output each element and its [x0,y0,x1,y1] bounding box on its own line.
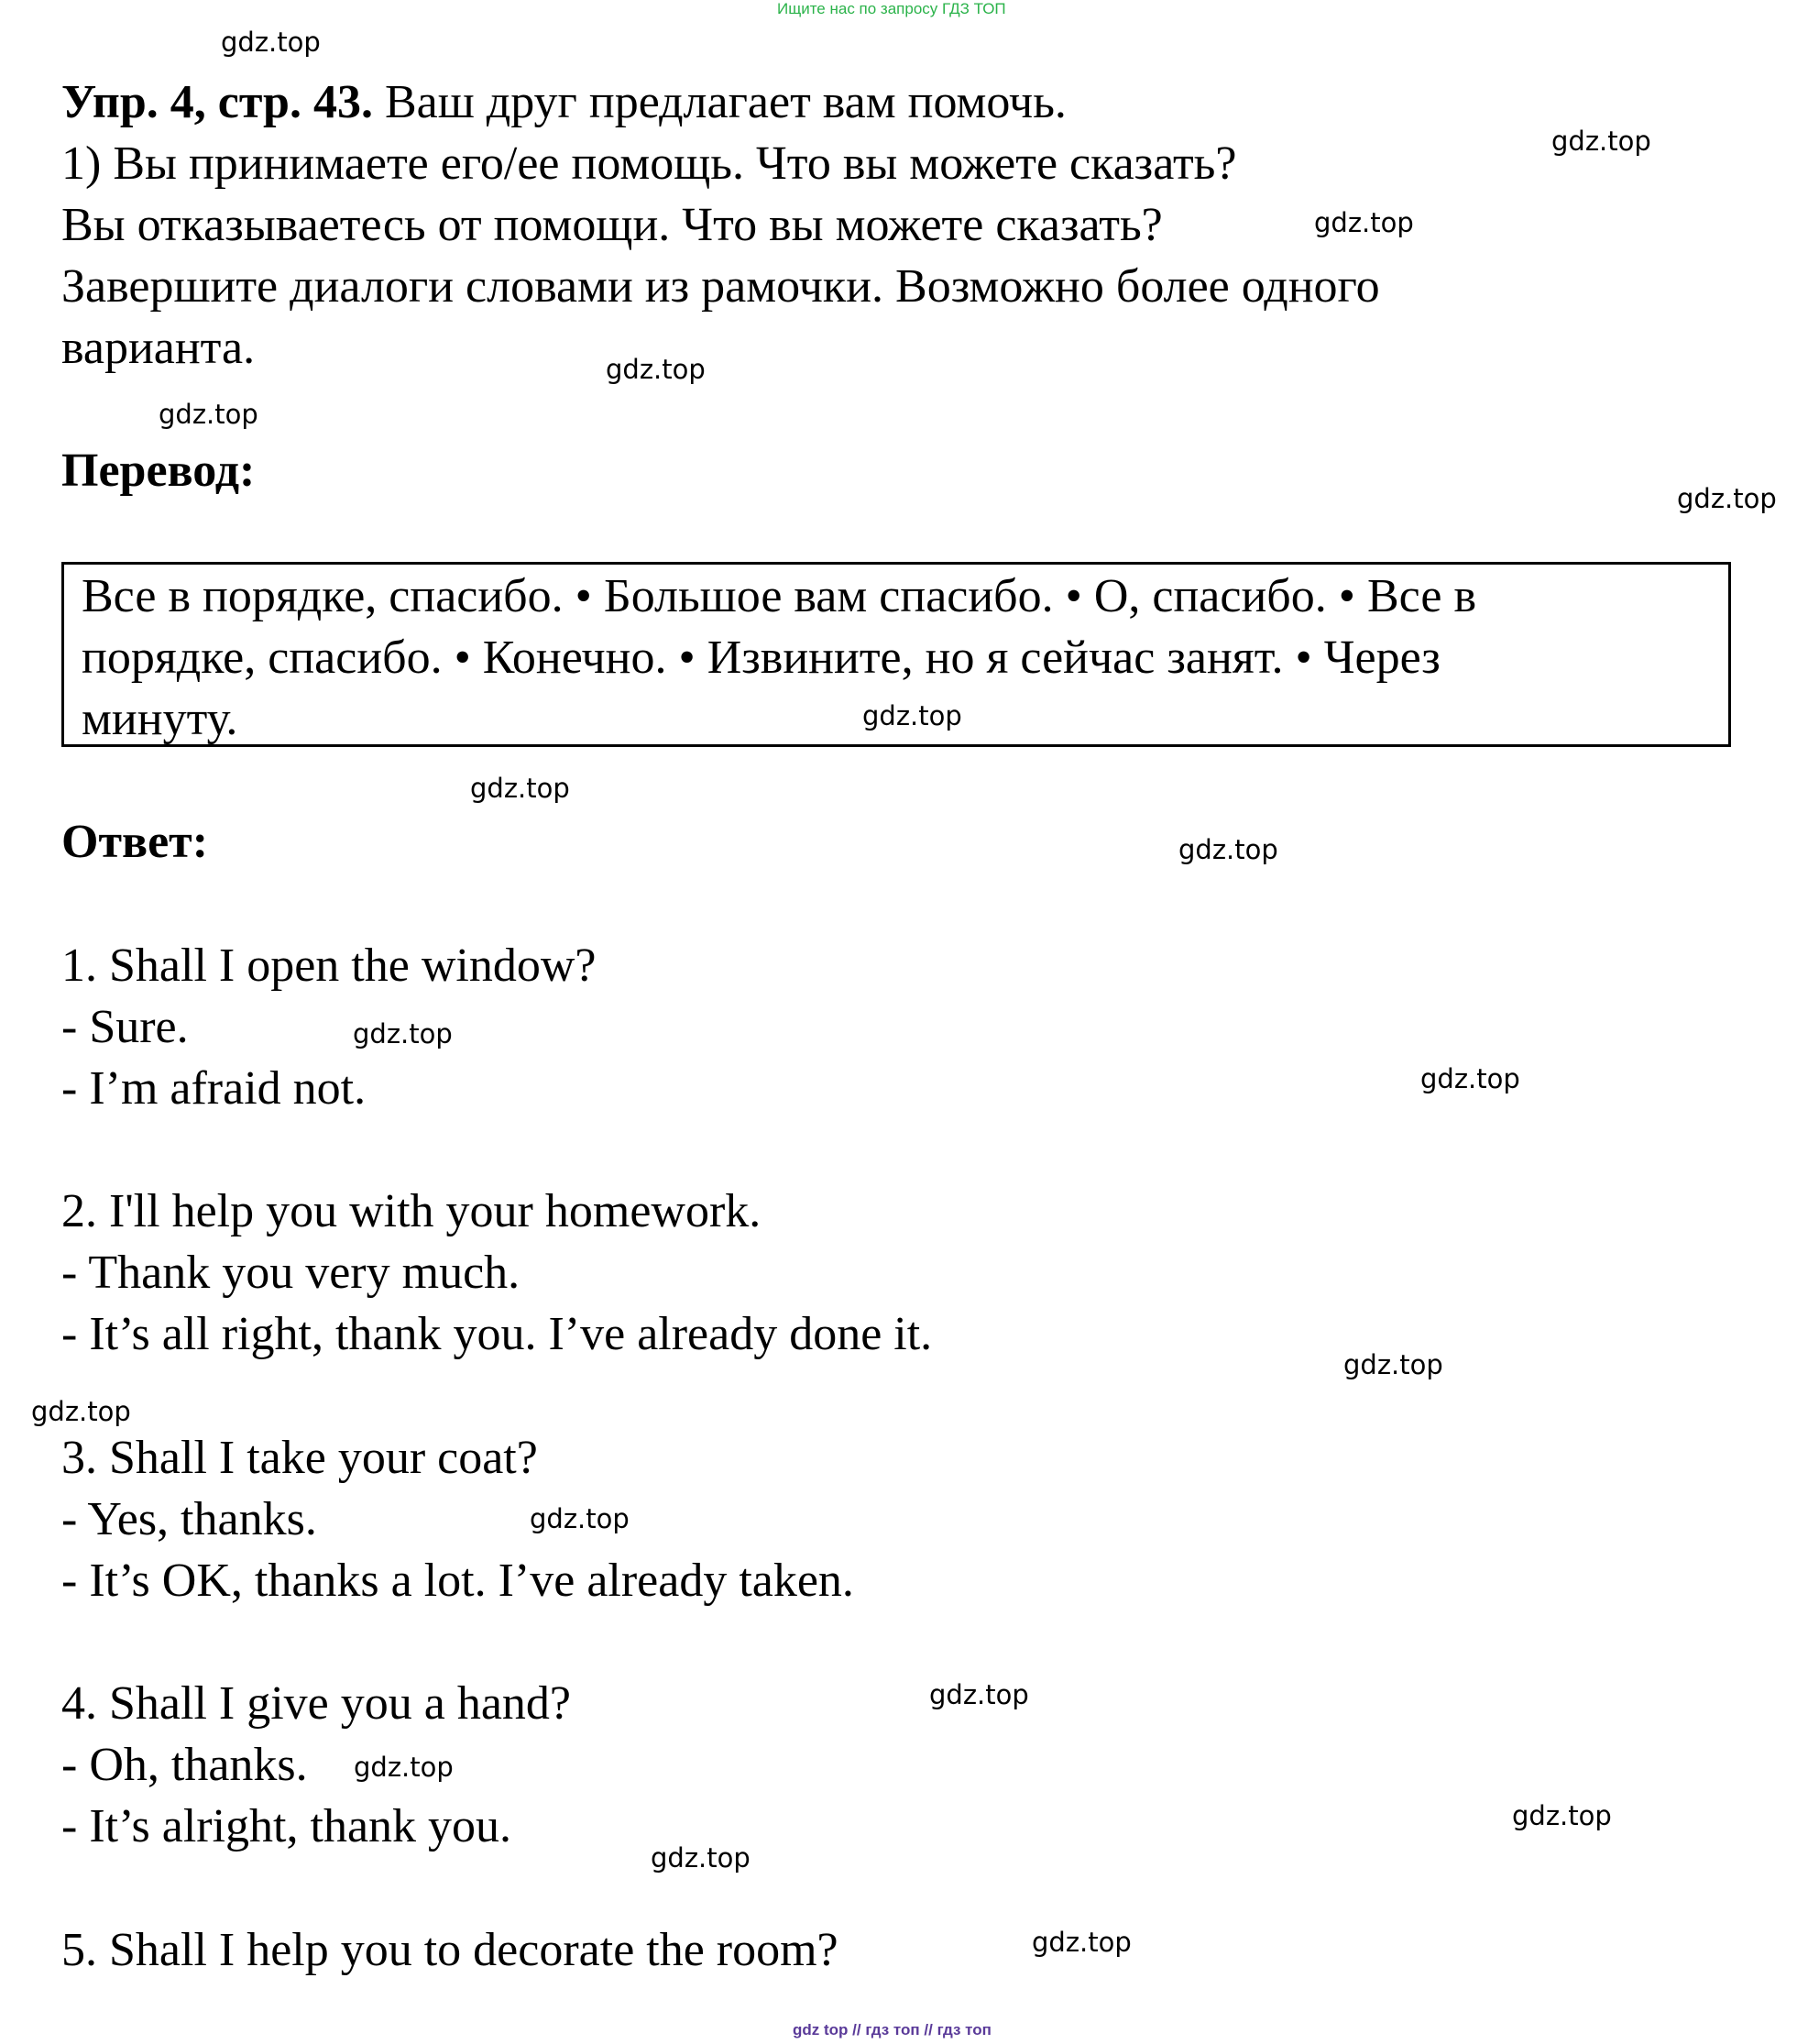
dialog-question: 1. Shall I open the window? [61,940,597,992]
watermark: gdz.top [651,1842,751,1874]
watermark: gdz.top [159,399,258,430]
watermark: gdz.top [353,1018,453,1049]
dialog-decline: - It’s OK, thanks a lot. I’ve already taken. [61,1555,854,1607]
dialog-decline: - It’s all right, thank you. I’ve already done it. [61,1308,933,1360]
answer-heading: Ответ: [61,816,209,868]
watermark: gdz.top [470,773,570,804]
watermark: gdz.top [1032,1927,1132,1958]
word-box-line-3: минуту. [82,693,238,745]
watermark: gdz.top [1343,1349,1443,1380]
dialog-decline: - I’m afraid not. [61,1062,367,1115]
task-title [61,71,1067,133]
task-heading: Упр. 4, стр. 43. [61,76,373,128]
dialog-accept: - Sure. [61,1001,189,1053]
dialog-question: 5. Shall I help you to decorate the room? [61,1924,838,1976]
dialog-1 [61,935,596,1119]
word-box-line-1: Все в порядке, спасибо. • Большое вам спасибо. • О, спасибо. • Все в [82,570,1476,622]
task-line-2: 1) Вы принимаете его/ее помощь. Что вы можете сказать? [61,137,1237,190]
task-heading-rest: Ваш друг предлагает вам помочь. [372,76,1067,128]
watermark: gdz.top [606,354,706,385]
task-line-5: варианта. [61,322,256,374]
top-search-note: Ищите нас по запросу ГДЗ ТОП [777,0,1006,17]
watermark: gdz.top [221,27,321,58]
task-line-4: Завершите диалоги словами из рамочки. Возможно более одного [61,260,1380,313]
dialog-5 [61,1919,838,1981]
watermark: gdz.top [31,1396,131,1427]
watermark: gdz.top [1420,1063,1520,1094]
watermark: gdz.top [1178,834,1278,865]
dialog-accept: - Oh, thanks. [61,1739,308,1791]
translation-heading: Перевод: [61,445,256,497]
watermark: gdz.top [1677,483,1777,514]
dialog-4 [61,1673,571,1857]
dialog-3 [61,1427,854,1611]
watermark: gdz.top [862,700,962,731]
dialog-accept: - Yes, thanks. [61,1493,317,1545]
watermark: gdz.top [929,1679,1029,1710]
dialog-2 [61,1181,932,1365]
watermark: gdz.top [354,1752,454,1783]
footer-note: gdz top // гдз топ // гдз топ [793,2021,992,2039]
watermark: gdz.top [1512,1800,1612,1831]
task-line-3: Вы отказываетесь от помощи. Что вы можете сказать? [61,199,1163,251]
dialog-decline: - It’s alright, thank you. [61,1800,512,1852]
word-box-line-2: порядке, спасибо. • Конечно. • Извините, но я сейчас занят. • Через [82,632,1441,684]
dialog-question: 4. Shall I give you a hand? [61,1677,571,1730]
watermark: gdz.top [1314,207,1414,238]
watermark: gdz.top [1551,126,1651,157]
dialog-accept: - Thank you very much. [61,1247,520,1299]
dialog-question: 2. I'll help you with your homework. [61,1185,762,1237]
dialog-question: 3. Shall I take your coat? [61,1432,538,1484]
watermark: gdz.top [530,1503,630,1534]
